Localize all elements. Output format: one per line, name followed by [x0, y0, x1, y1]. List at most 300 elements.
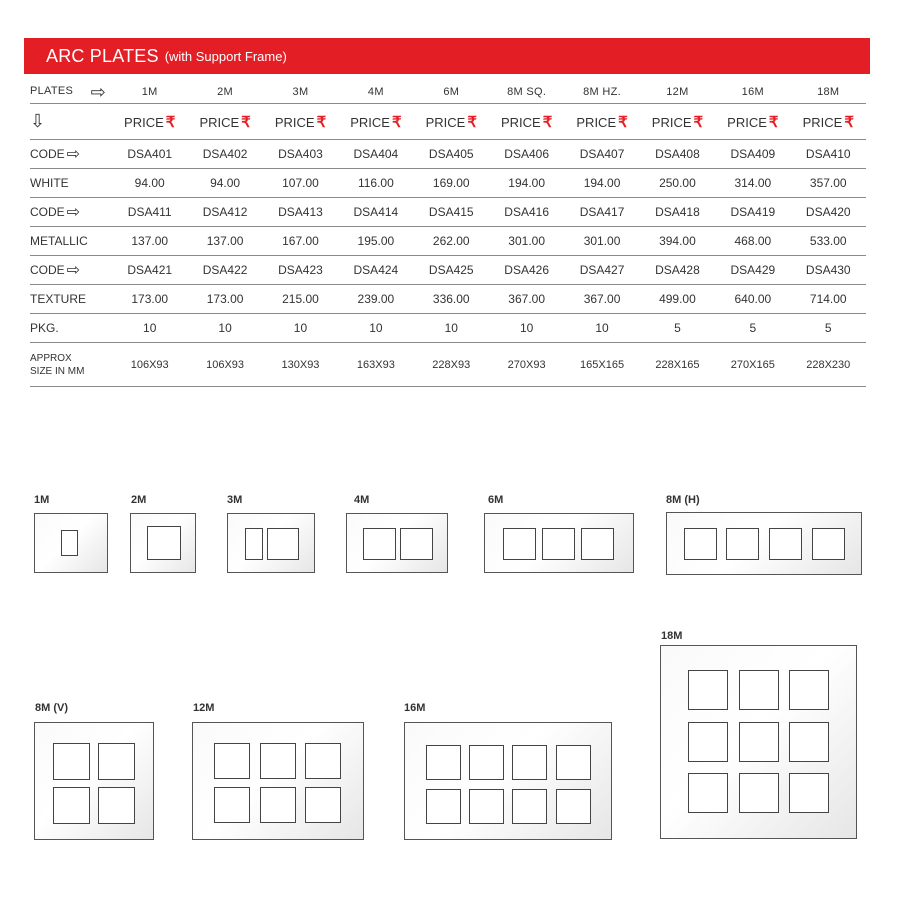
finish-label-cell: [30, 285, 112, 314]
module-slot: [267, 528, 299, 560]
module-slot: [789, 670, 829, 710]
product-code: DSA427: [579, 263, 625, 277]
pkg-value: 5: [674, 321, 681, 335]
plate-18m: [660, 645, 857, 839]
price-cell: [263, 169, 338, 198]
code-label: CODE: [30, 205, 65, 219]
price-label: PRICE: [576, 114, 617, 130]
module-slot: [684, 528, 717, 560]
column-header: [791, 80, 866, 104]
pkg-cell: [640, 314, 715, 343]
plate-3m: [227, 513, 315, 573]
product-code: DSA407: [579, 147, 625, 161]
price-label: PRICE: [199, 114, 240, 130]
finish-name: METALLIC: [30, 234, 88, 248]
module-slot: [556, 745, 591, 780]
price-value: 336.00: [432, 292, 470, 306]
code-label-cell: [30, 140, 112, 169]
price-value: 394.00: [659, 234, 696, 248]
product-code: DSA408: [655, 147, 700, 161]
price-value: 314.00: [734, 176, 772, 190]
product-code: DSA426: [504, 263, 549, 277]
rupee-icon: ₹: [165, 113, 176, 131]
price-label: PRICE: [350, 114, 390, 130]
price-value: 367.00: [583, 292, 621, 306]
module-slot: [512, 745, 547, 780]
price-label: PRICE: [501, 114, 541, 130]
pkg-cell: [263, 314, 338, 343]
column-header: [414, 80, 489, 104]
right-arrow-icon: ⇨: [90, 81, 106, 102]
module-slot: [98, 743, 135, 780]
rupee-icon: ₹: [768, 113, 779, 131]
module-slot: [98, 787, 135, 824]
code-cell: [791, 256, 866, 285]
price-header-cell: [640, 104, 715, 140]
pkg-value: 10: [369, 321, 383, 335]
code-cell: [640, 256, 715, 285]
price-value: 250.00: [659, 176, 696, 190]
module-slot: [245, 528, 263, 560]
price-cell: [489, 285, 564, 314]
column-header-label: 8M HZ.: [583, 85, 621, 98]
column-header-label: 3M: [292, 85, 309, 98]
price-value: 301.00: [508, 234, 545, 248]
product-code: DSA423: [278, 263, 323, 277]
column-header-label: 6M: [443, 85, 460, 98]
size-value: 270X93: [507, 358, 546, 371]
plate-1m: [34, 513, 108, 573]
price-value: 301.00: [583, 234, 621, 248]
module-slot: [512, 789, 547, 824]
price-value: 107.00: [282, 176, 319, 190]
column-header: [715, 80, 790, 104]
product-code: DSA419: [730, 205, 776, 219]
price-cell: [263, 227, 338, 256]
product-code: DSA413: [278, 205, 323, 219]
right-arrow-icon: ⇨: [66, 203, 81, 221]
price-value: 137.00: [206, 234, 244, 248]
product-code: DSA420: [805, 205, 851, 219]
plate-label-18m: 18M: [661, 630, 683, 642]
product-code: DSA415: [428, 205, 474, 219]
module-slot: [581, 528, 614, 560]
size-label-line2: SIZE IN MM: [30, 365, 85, 377]
finish-price-row: [30, 227, 866, 256]
module-slot: [812, 528, 845, 560]
code-cell: [564, 256, 639, 285]
size-value: 106X93: [206, 358, 245, 371]
right-arrow-icon: ⇨: [66, 261, 81, 279]
plate-label-8m-h: 8M (H): [666, 494, 700, 506]
price-header-cell: [564, 104, 639, 140]
size-cell: [564, 343, 639, 387]
column-header-label: 12M: [666, 85, 689, 98]
price-cell: [338, 169, 413, 198]
module-slot: [363, 528, 396, 560]
finish-label-cell: [30, 227, 112, 256]
column-header: [187, 80, 262, 104]
price-value: 94.00: [134, 176, 165, 190]
price-cell: [414, 169, 489, 198]
plate-6m: [484, 513, 634, 573]
module-slot: [305, 743, 341, 779]
column-header: [564, 80, 639, 104]
column-header-label: 8M SQ.: [507, 85, 547, 98]
price-header-cell: [263, 104, 338, 140]
size-cell: [489, 343, 564, 387]
product-code: DSA424: [353, 263, 399, 277]
price-value: 262.00: [432, 234, 470, 248]
price-cell: [715, 285, 790, 314]
rupee-icon: ₹: [467, 113, 477, 131]
code-cell: [564, 198, 639, 227]
module-slot: [556, 789, 591, 824]
code-cell: [263, 140, 338, 169]
price-cell: [489, 227, 564, 256]
price-value: 173.00: [131, 292, 169, 306]
pkg-cell: [187, 314, 262, 343]
product-code: DSA402: [202, 147, 248, 161]
plate-label-1m: 1M: [34, 494, 50, 506]
price-cell: [338, 285, 413, 314]
finish-name: TEXTURE: [30, 292, 87, 306]
code-cell: [715, 198, 790, 227]
price-header-cell: [791, 104, 866, 140]
plates-label: PLATES: [30, 84, 74, 97]
module-slot: [305, 787, 341, 823]
price-value: 194.00: [583, 176, 621, 190]
column-header: [489, 80, 564, 104]
price-cell: [263, 285, 338, 314]
plates-label-cell: [30, 80, 112, 104]
size-cell: [715, 343, 790, 387]
price-cell: [564, 169, 639, 198]
price-header-cell: [414, 104, 489, 140]
code-cell: [715, 140, 790, 169]
product-code: DSA425: [428, 263, 474, 277]
module-slot: [503, 528, 536, 560]
price-cell: [112, 285, 187, 314]
plate-label-6m: 6M: [488, 494, 504, 506]
module-slot: [426, 745, 461, 780]
module-slot: [726, 528, 759, 560]
code-cell: [564, 140, 639, 169]
price-value: 169.00: [432, 176, 470, 190]
rupee-icon: ₹: [241, 113, 251, 131]
price-header-row: [30, 104, 866, 140]
plate-16m: [404, 722, 612, 840]
rupee-icon: ₹: [618, 113, 628, 131]
price-value: 714.00: [809, 292, 847, 306]
module-slot: [739, 722, 779, 762]
size-row: [30, 343, 866, 387]
price-header-cell: [338, 104, 413, 140]
code-label-cell: [30, 198, 112, 227]
price-cell: [564, 285, 639, 314]
code-cell: [414, 198, 489, 227]
price-label: PRICE: [274, 114, 315, 130]
module-slot: [469, 745, 504, 780]
price-cell: [791, 169, 866, 198]
code-cell: [263, 198, 338, 227]
code-label-cell: [30, 256, 112, 285]
module-slot: [739, 670, 779, 710]
plate-label-2m: 2M: [131, 494, 147, 506]
column-header-label: 1M: [141, 85, 158, 98]
plate-4m: [346, 513, 448, 573]
column-header-label: 16M: [741, 85, 764, 98]
price-cell: [640, 169, 715, 198]
price-cell: [414, 227, 489, 256]
size-label-line1: APPROX: [30, 352, 72, 364]
product-code: DSA430: [805, 263, 851, 277]
size-cell: [640, 343, 715, 387]
module-slot: [260, 743, 296, 779]
code-label: CODE: [30, 147, 65, 161]
product-code: DSA406: [504, 147, 549, 161]
size-cell: [263, 343, 338, 387]
price-label: PRICE: [802, 114, 843, 130]
pkg-value: 10: [218, 321, 232, 335]
price-value: 137.00: [131, 234, 169, 248]
code-cell: [187, 140, 262, 169]
plate-2m: [130, 513, 196, 573]
code-cell: [112, 140, 187, 169]
pkg-row: [30, 314, 866, 343]
plate-label-16m: 16M: [404, 702, 426, 714]
right-arrow-icon: ⇨: [66, 145, 81, 163]
price-cell: [414, 285, 489, 314]
column-header: [263, 80, 338, 104]
finish-price-row: [30, 169, 866, 198]
size-cell: [414, 343, 489, 387]
price-value: 195.00: [357, 234, 395, 248]
price-value: 357.00: [809, 176, 847, 190]
code-cell: [489, 256, 564, 285]
plate-label-8m-v: 8M (V): [35, 702, 68, 714]
product-code: DSA411: [127, 205, 172, 219]
module-slot: [214, 743, 250, 779]
price-cell: [564, 227, 639, 256]
module-slot: [426, 789, 461, 824]
price-value: 94.00: [210, 176, 241, 190]
size-value: 270X165: [730, 358, 775, 371]
size-value: 163X93: [356, 358, 395, 371]
price-cell: [715, 169, 790, 198]
finish-name: WHITE: [30, 176, 69, 190]
code-cell: [791, 198, 866, 227]
module-slot: [469, 789, 504, 824]
price-value: 116.00: [357, 176, 394, 190]
price-cell: [489, 169, 564, 198]
column-header: [640, 80, 715, 104]
code-label: CODE: [30, 263, 65, 277]
price-table: [30, 80, 866, 387]
pkg-value: 10: [444, 321, 458, 335]
header-row: [30, 80, 866, 104]
price-label: PRICE: [124, 114, 164, 130]
price-header-cell: [187, 104, 262, 140]
price-cell: [791, 227, 866, 256]
product-code: DSA417: [579, 205, 625, 219]
plate-8m-vertical: [34, 722, 154, 840]
code-cell: [263, 256, 338, 285]
product-code: DSA404: [353, 147, 399, 161]
code-cell: [338, 198, 413, 227]
product-code: DSA412: [202, 205, 248, 219]
pkg-cell: [489, 314, 564, 343]
down-arrow-cell: [30, 104, 112, 140]
price-label: PRICE: [651, 114, 692, 130]
code-cell: [112, 198, 187, 227]
code-cell: [414, 140, 489, 169]
product-code: DSA422: [202, 263, 248, 277]
code-row: [30, 198, 866, 227]
size-value: 228X165: [655, 358, 700, 371]
product-code: DSA429: [730, 263, 776, 277]
code-cell: [791, 140, 866, 169]
price-cell: [187, 169, 262, 198]
module-slot: [214, 787, 250, 823]
code-row: [30, 256, 866, 285]
finish-price-row: [30, 285, 866, 314]
price-value: 167.00: [282, 234, 319, 248]
column-header-label: 18M: [817, 85, 840, 98]
code-cell: [414, 256, 489, 285]
module-slot: [53, 787, 90, 824]
section-subtitle: (with Support Frame): [164, 48, 287, 64]
product-code: DSA418: [655, 205, 700, 219]
size-label-cell: [30, 343, 112, 387]
code-cell: [489, 140, 564, 169]
code-cell: [640, 140, 715, 169]
price-value: 194.00: [508, 176, 545, 190]
rupee-icon: ₹: [693, 113, 704, 131]
column-header-label: 2M: [217, 85, 234, 98]
price-header-cell: [489, 104, 564, 140]
pkg-label-cell: [30, 314, 112, 343]
code-cell: [640, 198, 715, 227]
plate-12m: [192, 722, 364, 840]
price-label: PRICE: [425, 114, 466, 130]
size-cell: [112, 343, 187, 387]
rupee-icon: ₹: [316, 113, 327, 131]
column-header-label: 4M: [367, 85, 384, 98]
price-value: 499.00: [659, 292, 696, 306]
module-slot: [61, 530, 78, 556]
module-slot: [542, 528, 575, 560]
product-code: DSA410: [805, 147, 851, 161]
code-cell: [112, 256, 187, 285]
module-slot: [688, 670, 728, 710]
section-banner: [24, 38, 870, 74]
product-code: DSA405: [428, 147, 474, 161]
code-cell: [489, 198, 564, 227]
price-value: 640.00: [734, 292, 772, 306]
plate-label-12m: 12M: [193, 702, 215, 714]
product-code: DSA428: [655, 263, 700, 277]
pkg-cell: [564, 314, 639, 343]
rupee-icon: ₹: [542, 113, 553, 131]
pkg-value: 10: [595, 321, 609, 335]
section-title: ARC PLATES: [46, 45, 159, 66]
module-slot: [688, 773, 728, 813]
plate-8m-horizontal: [666, 512, 862, 575]
product-code: DSA414: [353, 205, 399, 219]
price-value: 468.00: [734, 234, 772, 248]
product-code: DSA409: [730, 147, 776, 161]
module-slot: [53, 743, 90, 780]
pkg-cell: [791, 314, 866, 343]
product-code: DSA421: [127, 263, 173, 277]
size-cell: [791, 343, 866, 387]
price-value: 367.00: [508, 292, 545, 306]
column-header: [112, 80, 187, 104]
module-slot: [789, 722, 829, 762]
rupee-icon: ₹: [391, 113, 402, 131]
price-cell: [112, 227, 187, 256]
module-slot: [688, 722, 728, 762]
code-cell: [715, 256, 790, 285]
column-header: [338, 80, 413, 104]
price-value: 239.00: [357, 292, 395, 306]
down-arrow-icon: ⇩: [30, 111, 46, 131]
price-cell: [338, 227, 413, 256]
price-value: 173.00: [206, 292, 244, 306]
pkg-value: 5: [824, 321, 832, 335]
price-cell: [640, 285, 715, 314]
size-value: 165X165: [580, 358, 625, 371]
price-cell: [187, 227, 262, 256]
code-cell: [187, 256, 262, 285]
price-cell: [640, 227, 715, 256]
finish-label-cell: [30, 169, 112, 198]
module-slot: [147, 526, 181, 560]
pkg-value: 10: [519, 321, 534, 335]
module-slot: [769, 528, 802, 560]
price-value: 533.00: [809, 234, 847, 248]
size-value: 106X93: [130, 358, 169, 371]
pkg-value: 10: [143, 321, 157, 335]
code-cell: [187, 198, 262, 227]
price-header-cell: [715, 104, 790, 140]
plate-label-3m: 3M: [227, 494, 243, 506]
module-slot: [739, 773, 779, 813]
code-cell: [338, 256, 413, 285]
price-cell: [791, 285, 866, 314]
module-slot: [400, 528, 433, 560]
price-cell: [112, 169, 187, 198]
pkg-cell: [715, 314, 790, 343]
pkg-label: PKG.: [30, 321, 59, 335]
product-code: DSA416: [504, 205, 549, 219]
size-value: 228X93: [432, 358, 471, 371]
pkg-value: 10: [293, 321, 308, 335]
rupee-icon: ₹: [844, 113, 854, 131]
price-cell: [715, 227, 790, 256]
size-cell: [338, 343, 413, 387]
pkg-cell: [338, 314, 413, 343]
product-code: DSA403: [278, 147, 323, 161]
size-value: 228X230: [806, 358, 851, 371]
pkg-value: 5: [749, 321, 757, 335]
size-value: 130X93: [281, 358, 320, 371]
price-label: PRICE: [727, 114, 767, 130]
price-header-cell: [112, 104, 187, 140]
code-row: [30, 140, 866, 169]
module-slot: [789, 773, 829, 813]
